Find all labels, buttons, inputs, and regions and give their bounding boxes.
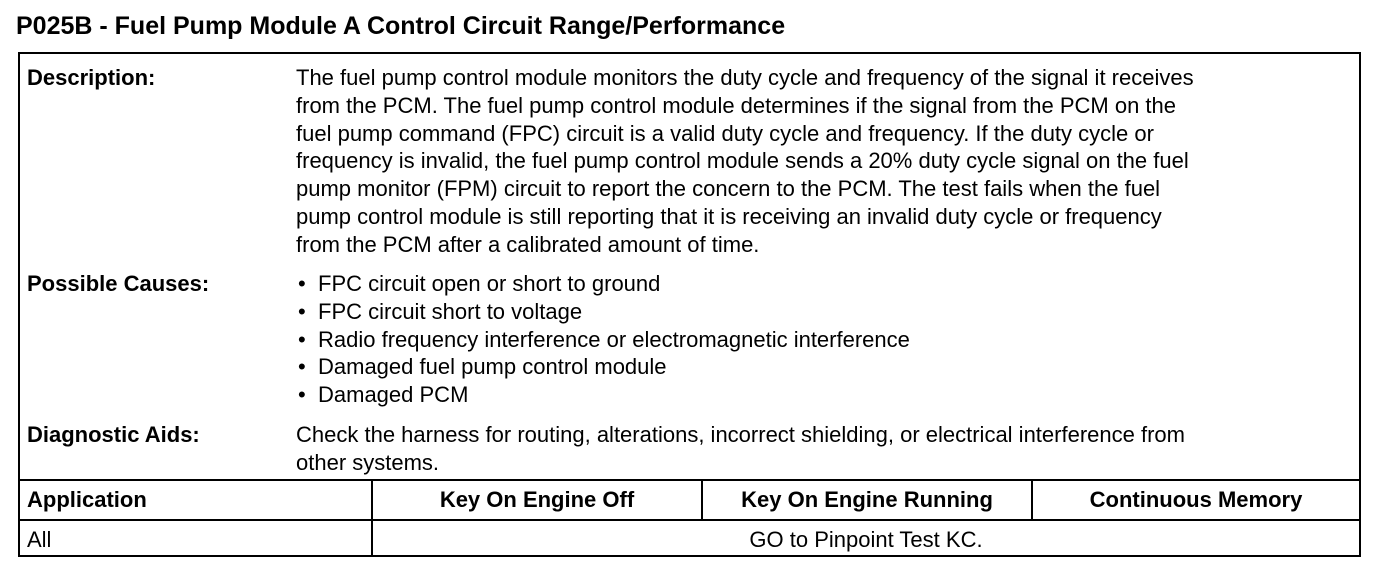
diagnostic-aids-line: other systems. [296, 449, 440, 475]
bullet-icon: • [298, 382, 306, 408]
pinpoint-test-instruction: GO to Pinpoint Test KC. [749, 527, 983, 552]
cause-text: FPC circuit short to voltage [318, 298, 583, 324]
description-line: fuel pump command (FPC) circuit is a valid duty cycle and frequency. If the duty cycle or [296, 120, 1154, 146]
header-application: Application [27, 487, 147, 512]
header-key-on-engine-off: Key On Engine Off [439, 487, 635, 512]
bullet-icon: • [298, 298, 306, 324]
table-header-divider [20, 519, 1359, 521]
description-label: Description: [27, 65, 156, 90]
cause-text: Damaged PCM [318, 382, 469, 408]
table-top-divider [20, 479, 1359, 481]
cause-text: Radio frequency interference or electromagnetic interference [318, 326, 910, 352]
description-text [296, 64, 1356, 259]
diagnostic-aids-label: Diagnostic Aids: [27, 422, 200, 447]
cause-text: Damaged fuel pump control module [318, 354, 667, 380]
possible-causes-list [296, 270, 1356, 409]
header-key-on-engine-running: Key On Engine Running [741, 487, 993, 512]
description-line: pump monitor (FPM) circuit to report the concern to the PCM. The test fails when the fuel [296, 176, 1161, 202]
diagnostic-aids-text [296, 421, 1356, 477]
dtc-info-frame [18, 52, 1361, 557]
description-line: frequency is invalid, the fuel pump control module sends a 20% duty cycle signal on the fuel [296, 148, 1189, 174]
cause-item [296, 326, 1356, 354]
cause-item [296, 298, 1356, 326]
cause-text: FPC circuit open or short to ground [318, 271, 661, 296]
page-title: P025B - Fuel Pump Module A Control Circuit Range/Performance [16, 12, 786, 40]
bullet-icon: • [298, 271, 306, 296]
description-line: pump control module is still reporting that it is receiving an invalid duty cycle or frequency [296, 203, 1162, 229]
description-line: from the PCM after a calibrated amount of time. [296, 231, 760, 257]
description-line: The fuel pump control module monitors the duty cycle and frequency of the signal it receives [296, 65, 1194, 90]
bullet-icon: • [298, 354, 306, 380]
cause-item [296, 381, 1356, 409]
cause-item [296, 353, 1356, 381]
cause-item [296, 270, 1356, 298]
application-value: All [27, 527, 52, 552]
header-continuous-memory: Continuous Memory [1089, 487, 1303, 512]
diagnostic-aids-line: Check the harness for routing, alterations, incorrect shielding, or electrical interference from [296, 422, 1185, 447]
dtc-details [20, 54, 1359, 480]
possible-causes-label: Possible Causes: [27, 271, 210, 296]
description-line: from the PCM. The fuel pump control module determines if the signal from the PCM on the [296, 92, 1176, 118]
bullet-icon: • [298, 326, 306, 352]
